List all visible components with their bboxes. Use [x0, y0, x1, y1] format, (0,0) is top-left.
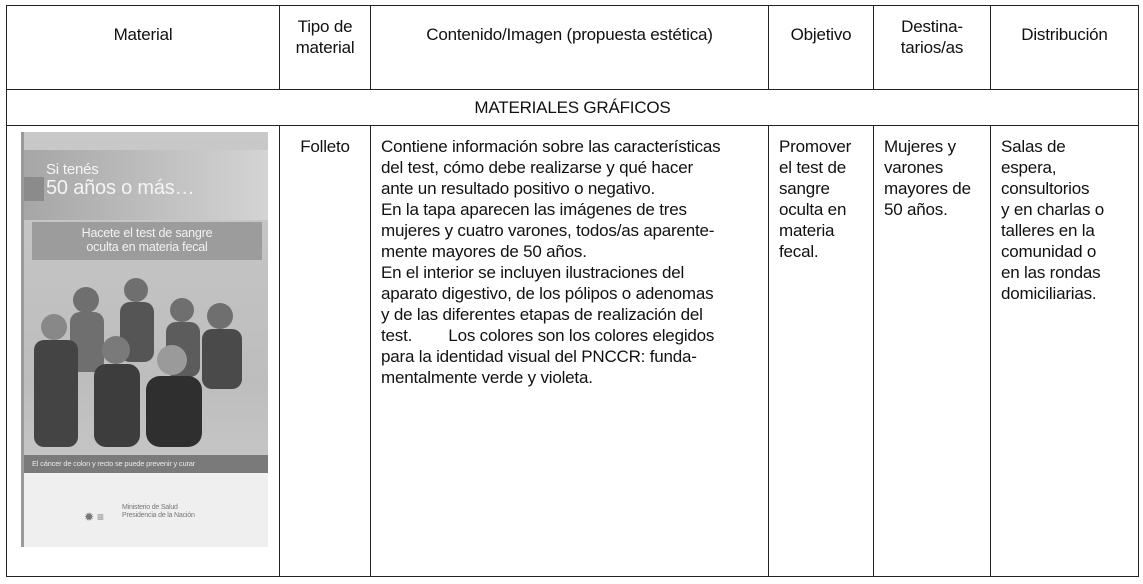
cell-destinatarios: Mujeres y varones mayores de 50 años.	[874, 126, 991, 577]
brochure-image	[21, 132, 268, 547]
header-contenido: Contenido/Imagen (propuesta estética)	[371, 6, 769, 90]
materials-table	[6, 5, 1139, 577]
brochure-logo-text	[122, 504, 195, 520]
brochure-logo2: Presidencia de la Nación	[122, 512, 195, 519]
header-row	[7, 6, 1139, 90]
material-image-cell	[7, 126, 280, 577]
brochure-line2: 50 años o más…	[46, 177, 195, 199]
section-row	[7, 90, 1139, 126]
brochure-tab	[24, 177, 44, 201]
cell-contenido: Contiene información sobre las características del test, cómo debe realizarse y qué hacer ante un resultado positivo o negativo. En la tapa aparecen las imágenes de tres mujeres y cuatro varones, todos/as aparente- mente mayores de 50 años. En el interior se incluyen ilustraciones del aparato digestivo, de los pólipos o adenomas y de las diferentes etapas de realización del test. Los colores son los colores elegidos para la identidad visual del PNCCR: funda- mentalmente verde y violeta.	[371, 126, 769, 577]
cell-objetivo: Promover el test de sangre oculta en materia fecal.	[769, 126, 874, 577]
brochure-footer: El cáncer de colon y recto se puede prevenir y curar	[24, 455, 268, 473]
header-tipo: Tipo de material	[280, 6, 371, 90]
people-photo-icon	[24, 272, 268, 447]
header-destinatarios: Destina- tarios/as	[874, 6, 991, 90]
brochure-logo-icon: ✹ ≡	[84, 510, 104, 524]
brochure-logo1: Ministerio de Salud	[122, 504, 178, 511]
brochure-line1: Si tenés	[46, 161, 99, 178]
section-title: MATERIALES GRÁFICOS	[7, 90, 1139, 126]
header-objetivo: Objetivo	[769, 6, 874, 90]
cell-distribucion: Salas de espera, consultorios y en charlas o talleres en la comunidad o en las rondas domiciliarias.	[991, 126, 1139, 577]
cell-tipo: Folleto	[280, 126, 371, 577]
brochure-band: Hacete el test de sangre oculta en materia fecal	[32, 222, 262, 260]
header-material: Material	[7, 6, 280, 90]
table-row	[7, 126, 1139, 577]
header-distribucion: Distribución	[991, 6, 1139, 90]
